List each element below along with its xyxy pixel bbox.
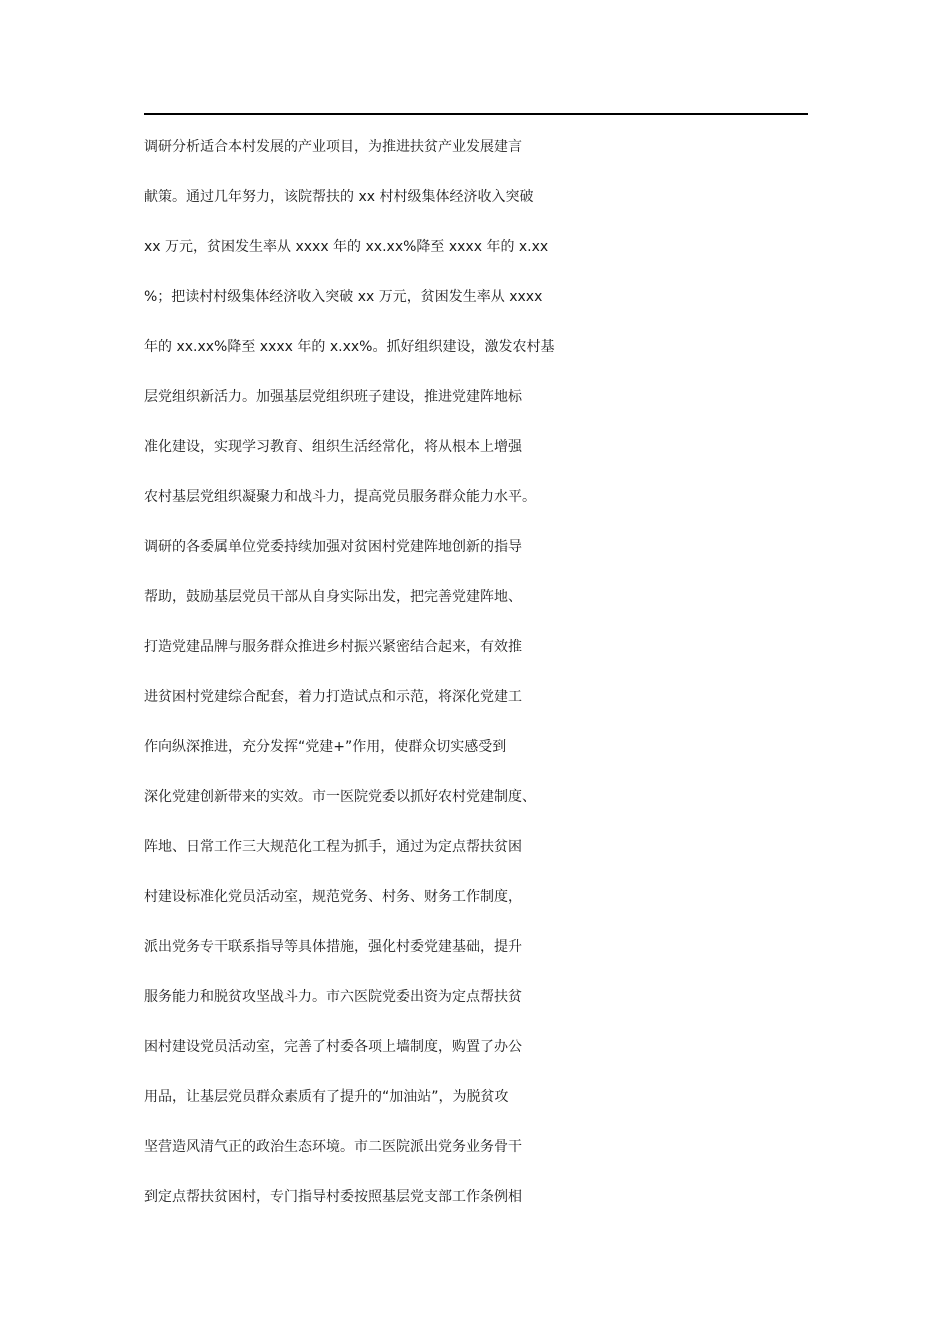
- text-line: 调研分析适合本村发展的产业项目，为推进扶贫产业发展建言: [144, 139, 522, 155]
- text-line: 用品，让基层党员群众素质有了提升的“加油站”，为脱贫攻: [144, 1089, 509, 1105]
- text-line: xx 万元，贫困发生率从 xxxx 年的 xx.xx%降至 xxxx 年的 x.xx: [144, 239, 549, 255]
- text-line: 打造党建品牌与服务群众推进乡村振兴紧密结合起来，有效推: [144, 639, 522, 655]
- text-line: 阵地、日常工作三大规范化工程为抓手，通过为定点帮扶贫困: [144, 839, 522, 855]
- text-line: 到定点帮扶贫困村，专门指导村委按照基层党支部工作条例相: [144, 1189, 522, 1205]
- text-line: 作向纵深推进，充分发挥“党建+”作用，使群众切实感受到: [144, 739, 507, 755]
- text-line: 坚营造风清气正的政治生态环境。市二医院派出党务业务骨干: [144, 1139, 522, 1155]
- text-line: 困村建设党员活动室，完善了村委各项上墙制度，购置了办公: [144, 1039, 522, 1055]
- text-line: 准化建设，实现学习教育、组织生活经常化，将从根本上增强: [144, 439, 522, 455]
- text-line: 帮助，鼓励基层党员干部从自身实际出发，把完善党建阵地、: [144, 589, 522, 605]
- text-line: 年的 xx.xx%降至 xxxx 年的 x.xx%。抓好组织建设，激发农村基: [144, 339, 555, 355]
- text-line: 进贫困村党建综合配套，着力打造试点和示范，将深化党建工: [144, 689, 522, 705]
- text-line: 深化党建创新带来的实效。市一医院党委以抓好农村党建制度、: [144, 789, 536, 805]
- text-line: 服务能力和脱贫攻坚战斗力。市六医院党委出资为定点帮扶贫: [144, 989, 522, 1005]
- text-line: 派出党务专干联系指导等具体措施，强化村委党建基础，提升: [144, 939, 522, 955]
- text-line: 农村基层党组织凝聚力和战斗力，提高党员服务群众能力水平。: [144, 489, 536, 505]
- text-line: 村建设标准化党员活动室，规范党务、村务、财务工作制度，: [144, 889, 522, 905]
- text-line: %；把读村村级集体经济收入突破 xx 万元，贫困发生率从 xxxx: [144, 289, 543, 305]
- text-line: 层党组织新活力。加强基层党组织班子建设，推进党建阵地标: [144, 389, 522, 405]
- header-rule: [144, 113, 808, 115]
- text-line: 调研的各委属单位党委持续加强对贫困村党建阵地创新的指导: [144, 539, 522, 555]
- body-text: [144, 122, 824, 1222]
- text-line: 献策。通过几年努力，该院帮扶的 xx 村村级集体经济收入突破: [144, 189, 534, 205]
